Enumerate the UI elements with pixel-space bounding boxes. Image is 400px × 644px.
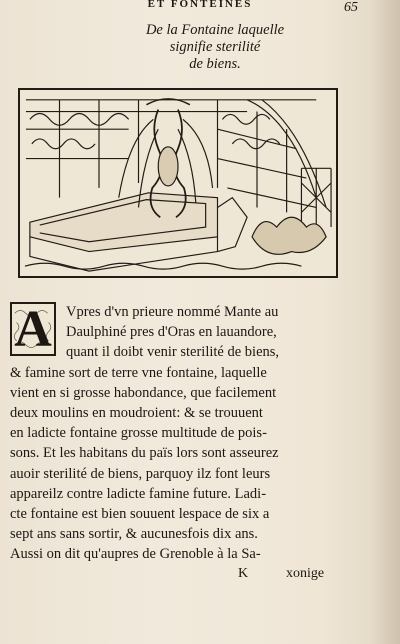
text-line: quant il doibt venir sterilité de biens, [66, 344, 280, 361]
text-line: Daulphiné pres d'Oras en lauandore, [66, 324, 277, 341]
chapter-title-line: de biens. [189, 56, 241, 72]
catchword: xonige [286, 566, 325, 581]
text-line: cte fontaine est bien souuent lespace de six a [10, 506, 270, 523]
text-line: auoir sterilité de biens, parquoy ilz font leurs [10, 465, 271, 482]
text-line: & famine sort de terre vne fontaine, laquelle [10, 364, 267, 381]
signature-mark: K [238, 566, 249, 581]
running-head: ET FONTEINES [147, 0, 253, 10]
chapter-title-line: De la Fontaine laquelle [145, 22, 285, 38]
body-text [0, 302, 360, 565]
text-line: sons. Et les habitans du païs lors sont asseurez [10, 445, 279, 462]
woodcut-drawing [20, 90, 336, 276]
page-footer [228, 566, 348, 586]
text-line: en ladicte fontaine grosse multitude de pois- [10, 425, 267, 442]
chapter-title [90, 22, 340, 73]
text-line: Vpres d'vn prieure nommé Mante au [66, 304, 279, 320]
text-line: Aussi on dit qu'aupres de Grenoble à la Sa- [10, 546, 261, 563]
text-line: appareilz contre ladicte famine future. Ladi- [10, 485, 267, 502]
chapter-title-line: signifie sterilité [169, 39, 261, 55]
initial-letter: A [14, 302, 52, 356]
text-line: sept ans sans sortir, & aucunesfois dix ans. [10, 526, 258, 543]
fountain-woodcut-illustration [18, 88, 338, 278]
page-number: 65 [344, 0, 358, 15]
text-line: vient en si grosse habondance, que facilement [10, 384, 277, 401]
text-line: deux moulins en moudroient: & se trouuent [10, 405, 263, 422]
